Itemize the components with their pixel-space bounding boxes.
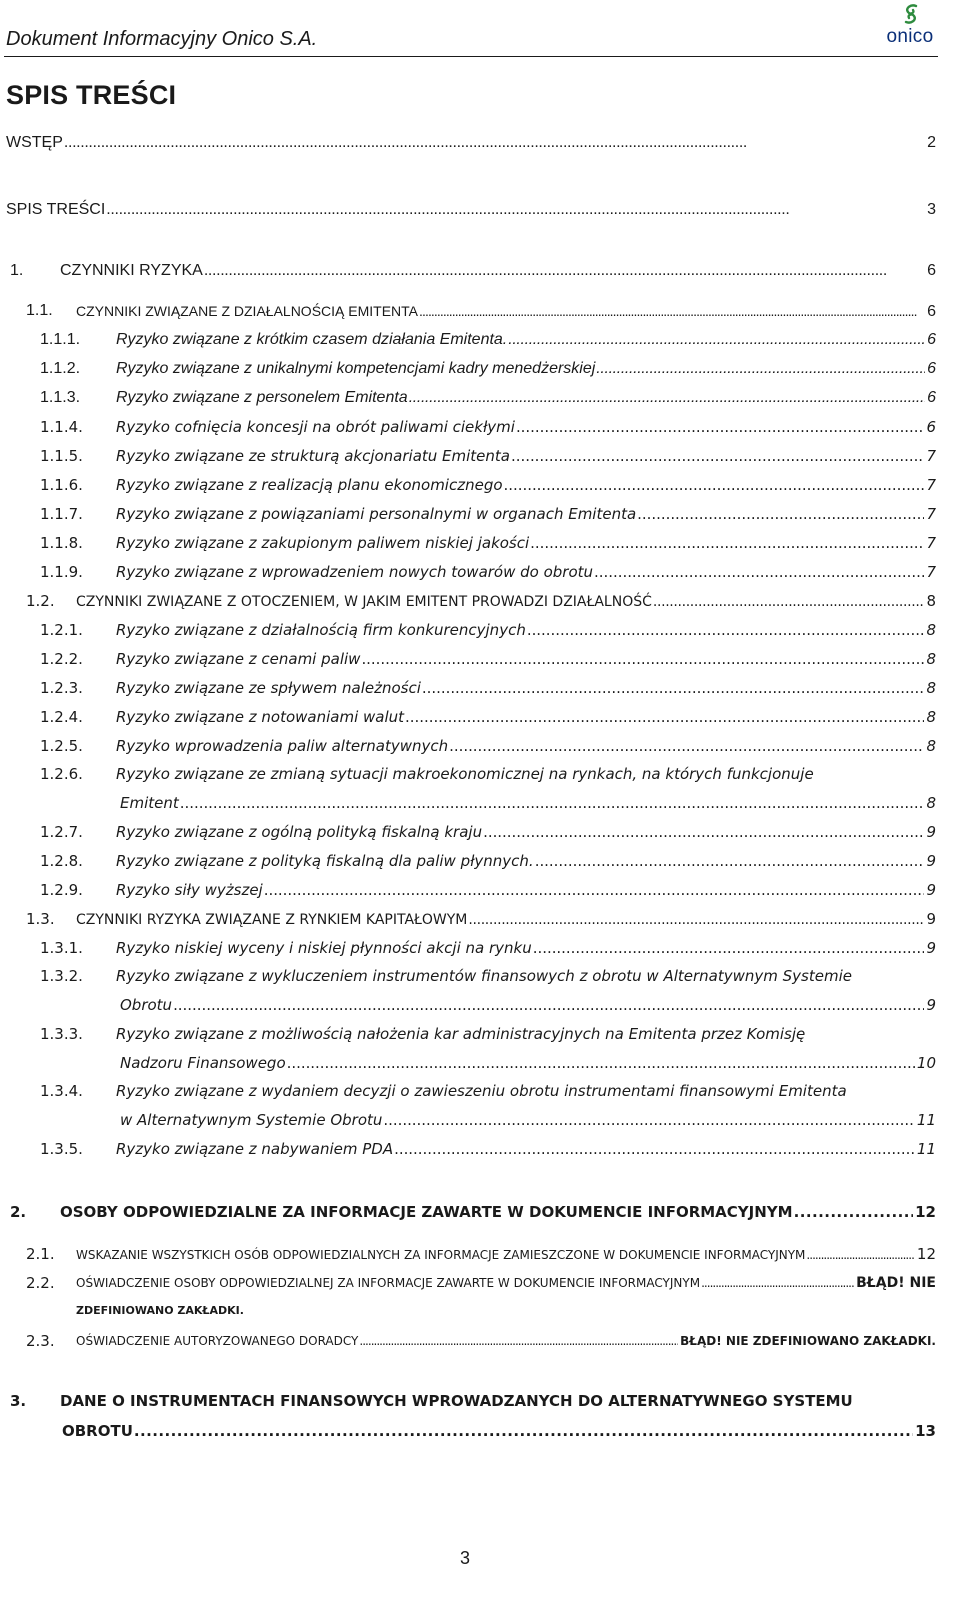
toc-entry-number: 1.3.4. xyxy=(40,1082,83,1100)
toc-entry-number: 1.1.9. xyxy=(40,563,83,581)
toc-entry-page: BŁĄD! NIE ZDEFINIOWANO ZAKŁADKI. xyxy=(680,1334,936,1348)
toc-entry-title: Ryzyko związane z powiązaniami personalnymi w organach Emitenta xyxy=(116,505,637,523)
dot-leader xyxy=(173,996,924,1014)
toc-entry-page: 8 xyxy=(926,592,936,610)
toc-entry-title: CZYNNIKI RYZYKA xyxy=(60,262,203,279)
toc-entry-number: 1.3.2. xyxy=(40,967,83,985)
toc-entry-number: 1.1.3. xyxy=(40,389,81,406)
toc-entry-number: 1.2.7. xyxy=(40,823,83,841)
toc-entry-title: CZYNNIKI ZWIĄZANE Z OTOCZENIEM, W JAKIM EMITENT PROWADZI DZIAŁALNOŚĆ xyxy=(76,594,652,610)
toc-entry-title: Ryzyko siły wyższej xyxy=(116,881,263,899)
dot-leader xyxy=(653,593,925,611)
toc-entry-title-continued: Emitent xyxy=(120,794,179,812)
toc-entry-number: 1.3. xyxy=(26,910,55,928)
toc-entry-page: 13 xyxy=(915,1422,936,1440)
dot-leader xyxy=(508,331,925,349)
toc-entry-page: 9 xyxy=(926,852,936,870)
toc-entry-title: SPIS TREŚCI xyxy=(6,201,106,218)
toc-entry-page: 12 xyxy=(916,1245,936,1263)
toc-entry-title: Ryzyko związane z wykluczeniem instrumentów finansowych z obrotu w Alternatywnym Systemie xyxy=(116,967,852,985)
dot-leader xyxy=(504,476,925,494)
dot-leader xyxy=(483,823,924,841)
toc-entry-title: WSTĘP xyxy=(6,134,63,151)
toc-entry-page: 8 xyxy=(926,708,936,726)
toc-entry-page: 12 xyxy=(915,1203,936,1221)
toc-entry-number: 1.1. xyxy=(26,302,53,319)
toc-entry-page: 2 xyxy=(927,134,936,151)
toc-entry-title: Ryzyko związane z działalnością firm konkurencyjnych xyxy=(116,621,526,639)
toc-entry-title: CZYNNIKI ZWIĄZANE Z DZIAŁALNOŚCIĄ EMITENTA xyxy=(76,303,418,319)
dot-leader xyxy=(134,1422,913,1440)
dot-leader xyxy=(204,262,925,280)
toc-entry-title: Ryzyko związane z polityką fiskalną dla paliw płynnych. xyxy=(116,852,534,870)
toc-entry-number: 1.1.7. xyxy=(40,505,83,523)
dot-leader xyxy=(535,852,925,870)
toc-entry-number: 1.1.6. xyxy=(40,476,83,494)
logo-text: onico xyxy=(886,26,934,47)
toc-entry-number: 1.3.1. xyxy=(40,939,83,957)
toc-entry-title: Ryzyko związane ze spływem należności xyxy=(116,679,421,697)
toc-entry-title: Ryzyko związane ze zmianą sytuacji makroekonomicznej na rynkach, na których funkcjonuje xyxy=(116,765,814,783)
toc-entry-number: 1.2.3. xyxy=(40,679,83,697)
toc-entry-number: 1.2.9. xyxy=(40,881,83,899)
toc-entry-page: 8 xyxy=(926,621,936,639)
document-header-title: Dokument Informacyjny Onico S.A. xyxy=(6,28,318,50)
toc-entry-number: 1.2.8. xyxy=(40,852,83,870)
toc-entry-page: BŁĄD! NIE xyxy=(856,1275,936,1291)
toc-entry-page: 6 xyxy=(926,418,936,436)
toc-entry[interactable] xyxy=(10,1392,936,1440)
toc-entry-page: 11 xyxy=(916,1111,936,1129)
toc-entry-title: Ryzyko związane z notowaniami walut xyxy=(116,708,405,726)
dot-leader xyxy=(419,302,925,320)
toc-entry-title: OSOBY ODPOWIEDZIALNE ZA INFORMACJE ZAWARTE W DOKUMENCIE INFORMACYJNYM xyxy=(60,1203,793,1221)
toc-entry-title: OŚWIADCZENIE AUTORYZOWANEGO DORADCY xyxy=(76,1334,359,1348)
toc-entry-title: Ryzyko związane z wydaniem decyzji o zawieszeniu obrotu instrumentami finansowymi Emitenta xyxy=(116,1082,847,1100)
toc-heading: SPIS TREŚCI xyxy=(6,80,177,110)
toc-entry-number: 1.2. xyxy=(26,592,55,610)
toc-entry[interactable] xyxy=(26,1274,936,1322)
dot-leader xyxy=(530,534,924,552)
dot-leader xyxy=(383,1111,915,1129)
toc-entry-title: DANE O INSTRUMENTACH FINANSOWYCH WPROWADZANYCH DO ALTERNATYWNEGO SYSTEMU xyxy=(60,1392,853,1410)
toc-entry-title: Ryzyko związane z cenami paliw xyxy=(116,650,361,668)
toc-entry-title: Ryzyko związane z personelem Emitenta xyxy=(116,389,408,406)
toc-entry-page: 7 xyxy=(926,476,936,494)
dot-leader xyxy=(637,505,924,523)
toc-entry-title-continued: w Alternatywnym Systemie Obrotu xyxy=(120,1111,383,1129)
toc-entry-number: 1. xyxy=(10,262,24,279)
dot-leader xyxy=(794,1203,914,1221)
onico-logo xyxy=(878,3,942,51)
onico-swirl-logo-icon xyxy=(900,3,922,25)
dot-leader xyxy=(64,134,925,152)
dot-leader xyxy=(449,737,924,755)
toc-entry-page: 6 xyxy=(927,262,936,279)
dot-leader xyxy=(533,939,925,957)
dot-leader xyxy=(511,447,924,465)
toc-entry-title: Ryzyko związane z nabywaniem PDA xyxy=(116,1140,394,1158)
toc-entry[interactable] xyxy=(40,1025,936,1073)
toc-entry-page: 8 xyxy=(926,679,936,697)
toc-entry-page: 11 xyxy=(916,1140,936,1158)
toc-entry-number: 1.3.5. xyxy=(40,1140,83,1158)
toc-entry-page: 8 xyxy=(926,737,936,755)
toc-entry-page: 9 xyxy=(926,823,936,841)
dot-leader xyxy=(264,881,925,899)
toc-entry-title: Ryzyko wprowadzenia paliw alternatywnych xyxy=(116,737,449,755)
toc-entry-title: CZYNNIKI RYZYKA ZWIĄZANE Z RYNKIEM KAPITAŁOWYM xyxy=(76,912,468,928)
dot-leader xyxy=(516,418,925,436)
dot-leader xyxy=(394,1140,915,1158)
dot-leader xyxy=(468,911,924,929)
toc-entry-title-continued: OBROTU xyxy=(62,1422,133,1440)
toc-entry-title: Ryzyko związane z unikalnymi kompetencjami kadry menedżerskiej xyxy=(116,360,596,377)
dot-leader xyxy=(106,201,925,219)
toc-entry-number: 1.1.2. xyxy=(40,360,81,377)
toc-entry-page: 6 xyxy=(927,389,936,406)
toc-entry-number: 1.1.5. xyxy=(40,447,83,465)
toc-entry-title-continued: Nadzoru Finansowego xyxy=(120,1054,286,1072)
dot-leader xyxy=(422,679,925,697)
toc-entry-number: 1.2.2. xyxy=(40,650,83,668)
toc-entry-page: 7 xyxy=(926,505,936,523)
dot-leader xyxy=(701,1274,854,1292)
toc-entry-title: Ryzyko niskiej wyceny i niskiej płynności akcji na rynku xyxy=(116,939,532,957)
toc-entry-page: 6 xyxy=(927,303,936,320)
toc-entry-page: 7 xyxy=(926,563,936,581)
toc-entry-number: 2.3. xyxy=(26,1332,55,1350)
dot-leader xyxy=(527,621,925,639)
toc-entry-page: 10 xyxy=(916,1054,936,1072)
toc-entry-page: 9 xyxy=(926,996,936,1014)
toc-entry-number: 1.2.5. xyxy=(40,737,83,755)
toc-entry-number: 3. xyxy=(10,1392,27,1410)
toc-entry-page: 9 xyxy=(926,881,936,899)
toc-entry-number: 2. xyxy=(10,1203,27,1221)
toc-entry-page: 8 xyxy=(926,650,936,668)
dot-leader xyxy=(287,1054,915,1072)
toc-entry-page-continued: ZDEFINIOWANO ZAKŁADKI. xyxy=(76,1304,244,1317)
toc-entry-page: 7 xyxy=(926,447,936,465)
dot-leader xyxy=(594,563,924,581)
toc-entry-page: 3 xyxy=(927,201,936,218)
page-number: 3 xyxy=(460,1548,471,1568)
dot-leader xyxy=(361,650,924,668)
toc-entry-number: 1.3.3. xyxy=(40,1025,83,1043)
toc-entry-page: 9 xyxy=(926,910,936,928)
toc-entry[interactable] xyxy=(40,967,936,1015)
header-divider xyxy=(4,56,938,57)
dot-leader xyxy=(596,360,925,378)
toc-entry-title: Ryzyko związane z możliwością nałożenia kar administracyjnych na Emitenta przez Komisję xyxy=(116,1025,806,1043)
toc-entry-number: 1.1.8. xyxy=(40,534,83,552)
toc-entry-page: 9 xyxy=(926,939,936,957)
dot-leader xyxy=(359,1332,678,1350)
toc-entry-page: 8 xyxy=(926,794,936,812)
toc-entry-page: 6 xyxy=(927,331,936,348)
toc-entry-title: Ryzyko cofnięcia koncesji na obrót paliwami ciekłymi xyxy=(116,418,515,436)
toc-entry-title: OŚWIADCZENIE OSOBY ODPOWIEDZIALNEJ ZA INFORMACJE ZAWARTE W DOKUMENCIE INFORMACYJNYM xyxy=(76,1276,701,1290)
dot-leader xyxy=(405,708,924,726)
toc-entry-title: Ryzyko związane z realizacją planu ekonomicznego xyxy=(116,476,503,494)
toc-entry-title-continued: Obrotu xyxy=(120,996,173,1014)
dot-leader xyxy=(409,389,925,407)
toc-entry-page: 6 xyxy=(927,360,936,377)
toc-entry-title: Ryzyko związane z wprowadzeniem nowych towarów do obrotu xyxy=(116,563,594,581)
dot-leader xyxy=(806,1246,914,1264)
toc-entry-title: Ryzyko związane z zakupionym paliwem niskiej jakości xyxy=(116,534,530,552)
toc-entry-number: 1.2.4. xyxy=(40,708,83,726)
dot-leader xyxy=(180,794,925,812)
toc-entry-number: 1.1.1. xyxy=(40,331,81,348)
toc-entry-number: 1.1.4. xyxy=(40,418,83,436)
toc-entry-title: Ryzyko związane z krótkim czasem działania Emitenta. xyxy=(116,331,508,348)
toc-entry-title: WSKAZANIE WSZYSTKICH OSÓB ODPOWIEDZIALNYCH ZA INFORMACJE ZAMIESZCZONE W DOKUMENCIE INFORMACYJNYM xyxy=(76,1248,806,1262)
toc-entry-number: 1.2.1. xyxy=(40,621,83,639)
toc-entry[interactable] xyxy=(40,1082,936,1130)
toc-entry[interactable] xyxy=(40,765,936,813)
toc-entry-number: 1.2.6. xyxy=(40,765,83,783)
toc-entry-title: Ryzyko związane z ogólną polityką fiskalną kraju xyxy=(116,823,483,841)
toc-entry-page: 7 xyxy=(926,534,936,552)
toc-entry-title: Ryzyko związane ze strukturą akcjonariatu Emitenta xyxy=(116,447,510,465)
toc-entry-number: 2.1. xyxy=(26,1245,55,1263)
toc-entry-number: 2.2. xyxy=(26,1274,55,1292)
